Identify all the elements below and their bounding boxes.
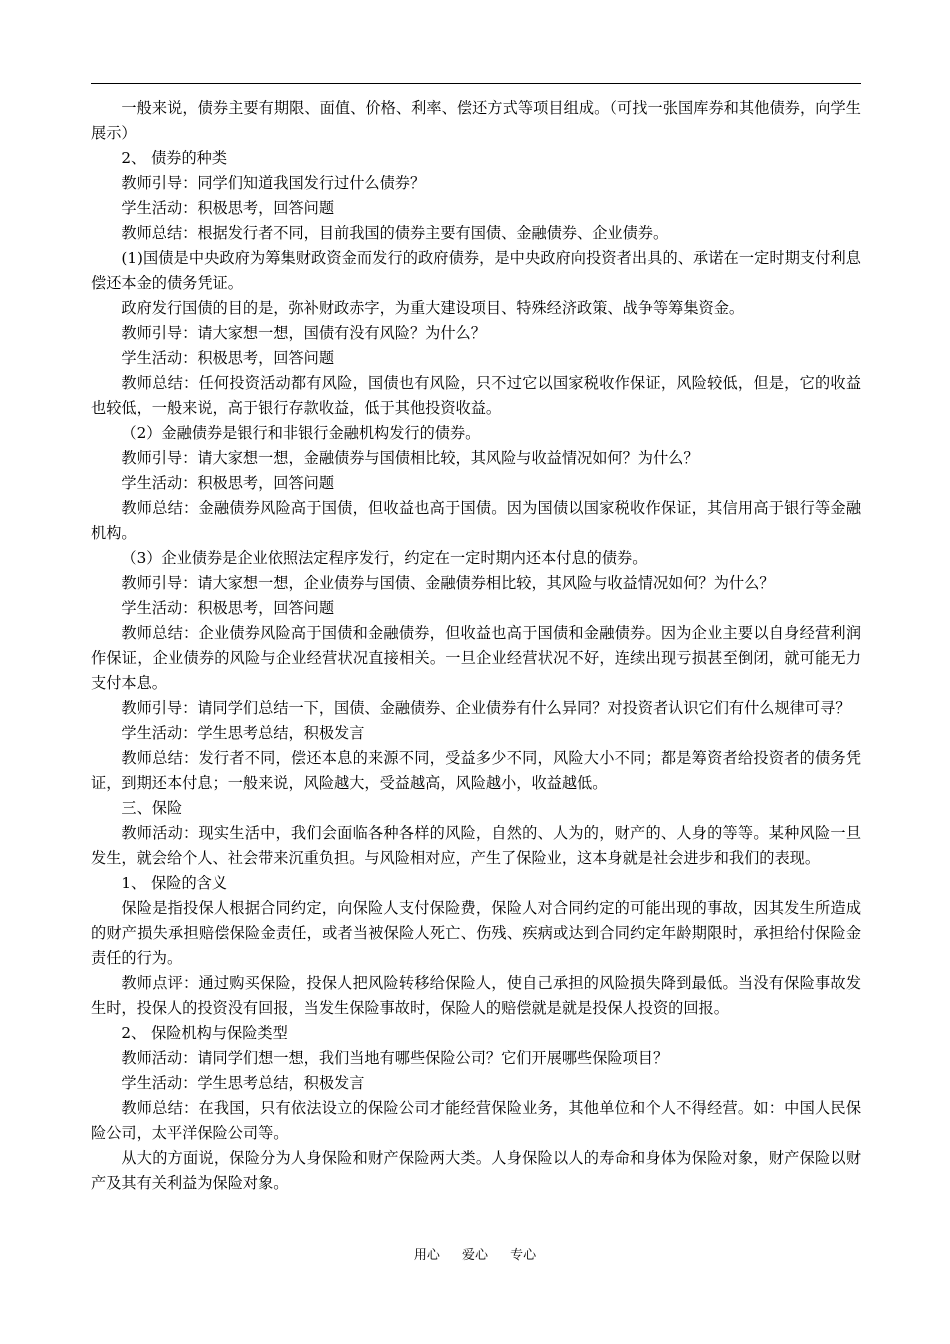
- paragraph: 学生活动：积极思考，回答问题: [121, 349, 335, 367]
- paragraph: 教师总结：发行者不同，偿还本息的来源不同，受益多少不同，风险大小不同；都是筹资者给投资者的债务凭证，到期还本付息；一般来说，风险越大，受益越高，风险越小，收益越低。: [91, 749, 861, 792]
- section-heading: 2、 保险机构与保险类型: [121, 1024, 288, 1042]
- section-heading: 三、保险: [121, 799, 183, 817]
- paragraph: 一般来说，债券主要有期限、面值、价格、利率、偿还方式等项目组成。（可找一张国库券和其他债券，向学生展示）: [91, 99, 861, 142]
- paragraph: 教师引导：请大家想一想，企业债券与国债、金融债券相比较，其风险与收益情况如何？为什么？: [121, 574, 775, 592]
- paragraph: 教师总结：企业债券风险高于国债和金融债券，但收益也高于国债和金融债券。因为企业主要以自身经营利润作保证，企业债券的风险与企业经营状况直接相关。一旦企业经营状况不好，连续出现亏损甚至倒闭，就可能无力支付本息。: [91, 624, 861, 692]
- paragraph: 学生活动：积极思考，回答问题: [121, 474, 335, 492]
- paragraph: 保险是指投保人根据合同约定，向保险人支付保险费，保险人对合同约定的可能出现的事故，因其发生所造成的财产损失承担赔偿保险金责任，或者当被保险人死亡、伤残、疾病或达到合同约定年龄期限时，承担给付保险金责任的行为。: [91, 899, 861, 967]
- paragraph: 政府发行国债的目的是，弥补财政赤字，为重大建设项目、特殊经济政策、战争等筹集资金。: [121, 299, 745, 317]
- paragraph: 教师引导：同学们知道我国发行过什么债券？: [121, 174, 426, 192]
- paragraph: 教师总结：金融债券风险高于国债，但收益也高于国债。因为国债以国家税收作保证，其信用高于银行等金融机构。: [91, 499, 861, 542]
- paragraph: 学生活动：积极思考，回答问题: [121, 599, 335, 617]
- paragraph: 学生活动：积极思考，回答问题: [121, 199, 335, 217]
- section-heading: 1、 保险的含义: [121, 874, 228, 892]
- paragraph: 教师活动：请同学们想一想，我们当地有哪些保险公司？它们开展哪些保险项目？: [121, 1049, 669, 1067]
- section-heading: 2、 债券的种类: [121, 149, 228, 167]
- document-body: [91, 96, 861, 1196]
- paragraph: 教师总结：任何投资活动都有风险，国债也有风险，只不过它以国家税收作保证，风险较低，但是，它的收益也较低，一般来说，高于银行存款收益，低于其他投资收益。: [91, 374, 861, 417]
- paragraph: 教师总结：在我国，只有依法设立的保险公司才能经营保险业务，其他单位和个人不得经营。如：中国人民保险公司，太平洋保险公司等。: [91, 1099, 861, 1142]
- paragraph: 从大的方面说，保险分为人身保险和财产保险两大类。人身保险以人的寿命和身体为保险对象，财产保险以财产及其有关利益为保险对象。: [91, 1149, 861, 1192]
- paragraph: 教师引导：请大家想一想，金融债券与国债相比较，其风险与收益情况如何？为什么？: [121, 449, 699, 467]
- footer-word: 用心: [413, 1248, 440, 1263]
- paragraph: 教师点评：通过购买保险，投保人把风险转移给保险人，使自己承担的风险损失降到最低。当没有保险事故发生时，投保人的投资没有回报，当发生保险事故时，保险人的赔偿就是就是投保人投资的回报。: [91, 974, 861, 1017]
- paragraph: 教师活动：现实生活中，我们会面临各种各样的风险，自然的、人为的，财产的、人身的等等。某种风险一旦发生，就会给个人、社会带来沉重负担。与风险相对应，产生了保险业，这本身就是社会进步和我们的表现。: [91, 824, 861, 867]
- paragraph: 教师引导：请同学们总结一下，国债、金融债券、企业债券有什么异同？对投资者认识它们有什么规律可寻？: [121, 699, 851, 717]
- page-footer: [0, 1244, 950, 1263]
- paragraph: （3）企业债券是企业依照法定程序发行，约定在一定时期内还本付息的债券。: [121, 549, 648, 567]
- footer-word: 专心: [510, 1248, 537, 1263]
- paragraph: 教师引导：请大家想一想，国债有没有风险？为什么？: [121, 324, 486, 342]
- paragraph: 学生活动：学生思考总结，积极发言: [121, 724, 365, 742]
- paragraph: （2）金融债券是银行和非银行金融机构发行的债券。: [121, 424, 481, 442]
- footer-word: 爱心: [461, 1248, 488, 1263]
- paragraph: (1)国债是中央政府为筹集财政资金而发行的政府债券，是中央政府向投资者出具的、承诺在一定时期支付利息偿还本金的债务凭证。: [91, 249, 861, 292]
- paragraph: 教师总结：根据发行者不同，目前我国的债券主要有国债、金融债券、企业债券。: [121, 224, 669, 242]
- header-rule: [91, 83, 861, 84]
- paragraph: 学生活动：学生思考总结，积极发言: [121, 1074, 365, 1092]
